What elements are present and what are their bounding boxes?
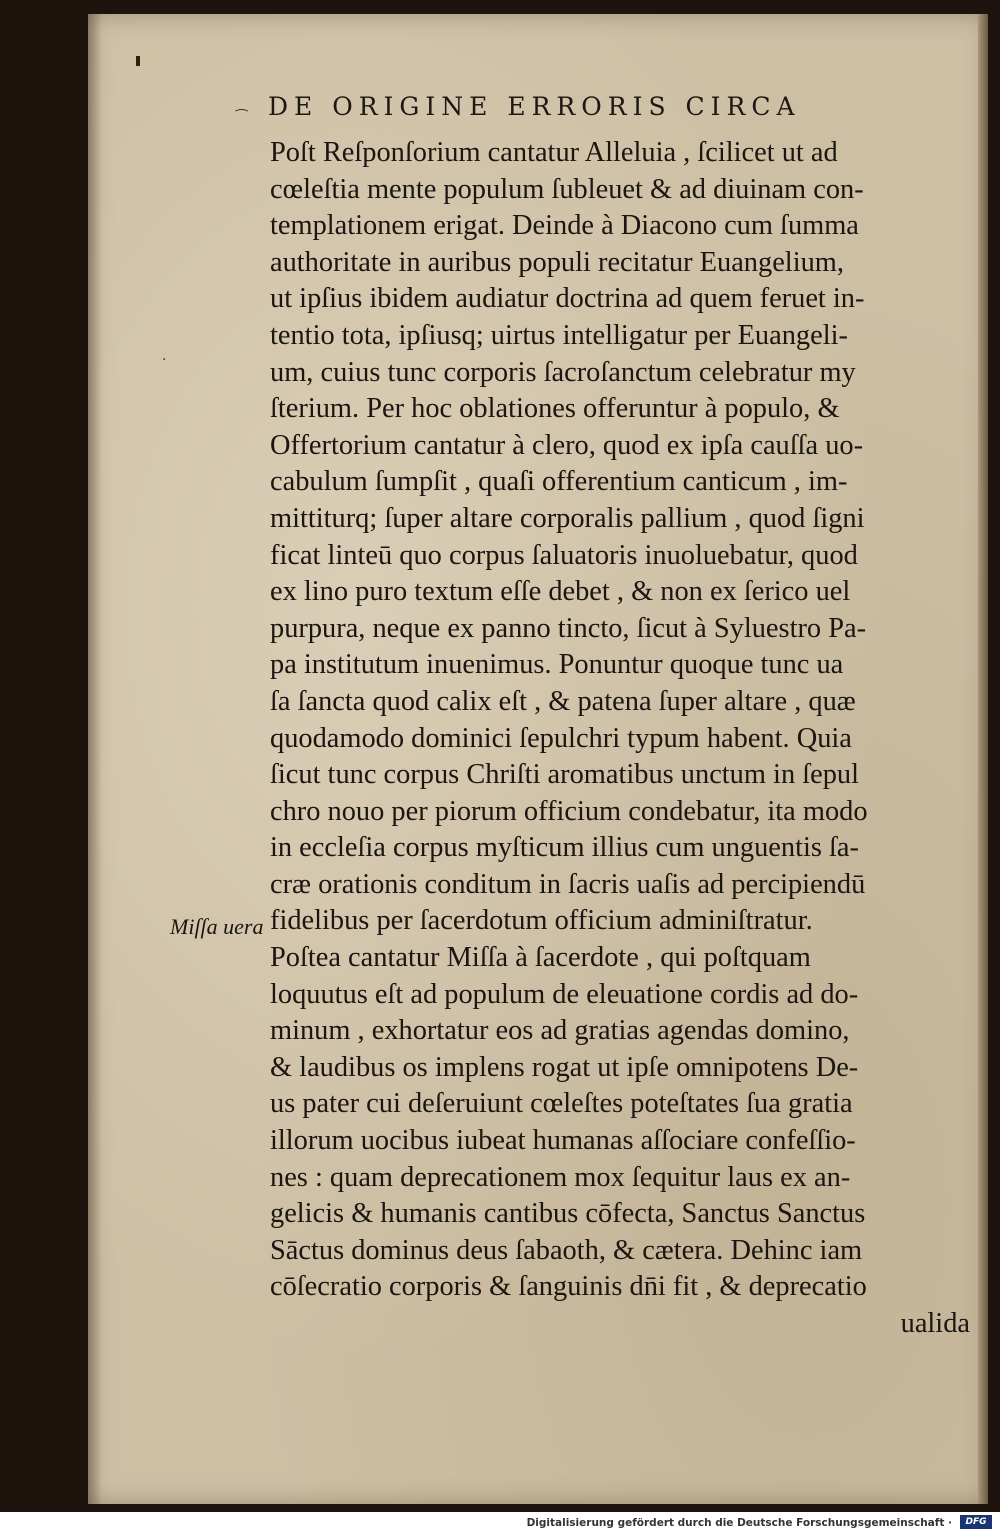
text-line: cōſecratio corporis & ſanguinis dn̄i fit , & deprecatio [270, 1271, 867, 1303]
text-line: purpura, neque ex panno tincto, ſicut à Syluestro Pa- [270, 612, 867, 644]
dfg-logo: DFG [960, 1515, 992, 1529]
text-line: ſa ſancta quod calix eſt , & patena ſuper altare , quæ [270, 685, 856, 717]
gutter-shadow [88, 14, 102, 1504]
text-line: pa institutum inuenimus. Ponuntur quoque tunc ua [270, 649, 844, 681]
text-line: illorum uocibus iubeat humanas aſſociare confeſſio- [270, 1125, 856, 1157]
text-line: authoritate in auribus populi recitatur Euangelium, [270, 246, 844, 278]
margin-dot: · [162, 352, 167, 368]
text-line: nes : quam deprecationem mox ſequitur laus ex an- [270, 1161, 851, 1193]
footer-credit: Digitalisierung gefördert durch die Deutsche Forschungsgemeinschaft · [526, 1517, 952, 1529]
text-line: cræ orationis conditum in ſacris uaſis ad percipiendū [270, 868, 866, 900]
text-line: ut ipſius ibidem audiatur doctrina ad quem feruet in- [270, 283, 865, 315]
text-line: gelicis & humanis cantibus cōfecta, Sanctus Sanctus [270, 1198, 866, 1230]
catchword: ualida [900, 1308, 970, 1339]
text-line: tentio tota, ipſiusq; uirtus intelligatur per Euangeli- [270, 319, 848, 351]
text-line: cabulum ſumpſit , quaſi offerentium canticum , im- [270, 466, 848, 498]
text-line: Sāctus dominus deus ſabaoth, & cætera. Dehinc iam [270, 1234, 863, 1266]
text-line: minum , exhortatur eos ad gratias agendas domino, [270, 1015, 850, 1047]
text-line: um, cuius tunc corporis ſacroſanctum celebratur my [270, 356, 856, 388]
ink-mark [136, 56, 140, 66]
body-text [270, 135, 970, 1343]
text-line: loquutus eſt ad populum de eleuatione cordis ad do- [270, 978, 859, 1010]
text-line: Offertorium cantatur à clero, quod ex ipſa cauſſa uo- [270, 429, 864, 461]
text-line: & laudibus os implens rogat ut ipſe omnipotens De- [270, 1051, 859, 1083]
text-line: fidelibus per ſacerdotum officium adminiſtratur. [270, 905, 813, 937]
marginal-note: Miſſa uera [170, 914, 264, 939]
text-line: in eccleſia corpus myſticum illius cum unguentis ſa- [270, 832, 859, 864]
running-head: DE ORIGINE ERRORIS CIRCA [268, 92, 801, 121]
text-line: ex lino puro textum eſſe debet , & non ex ſerico uel [270, 576, 851, 608]
text-line: chro nouo per piorum officium condebatur, ita modo [270, 795, 868, 827]
running-head-ornament: ⁔ [236, 96, 248, 112]
text-line: Poſt Reſponſorium cantatur Alleluia , ſcilicet ut ad [270, 137, 838, 168]
text-line: cœleſtia mente populum ſubleuet & ad diuinam con- [270, 173, 864, 205]
text-line: quodamodo dominici ſepulchri typum habent. Quia [270, 722, 852, 754]
text-line: mittiturq; ſuper altare corporalis pallium , quod ſigni [270, 502, 865, 534]
text-line: ſterium. Per hoc oblationes offeruntur à populo, & [270, 393, 840, 425]
text-line: templationem erigat. Deinde à Diacono cum ſumma [270, 210, 859, 242]
text-line: us pater cui deſeruiunt cœleſtes poteſtates ſua gratia [270, 1088, 853, 1120]
page-edge [978, 14, 988, 1504]
text-line: ficat linteū quo corpus ſaluatoris inuoluebatur, quod [270, 539, 858, 571]
text-line: ſicut tunc corpus Chriſti aromatibus unctum in ſepul [270, 759, 860, 791]
text-line: Poſtea cantatur Miſſa à ſacerdote , qui poſtquam [270, 942, 811, 974]
